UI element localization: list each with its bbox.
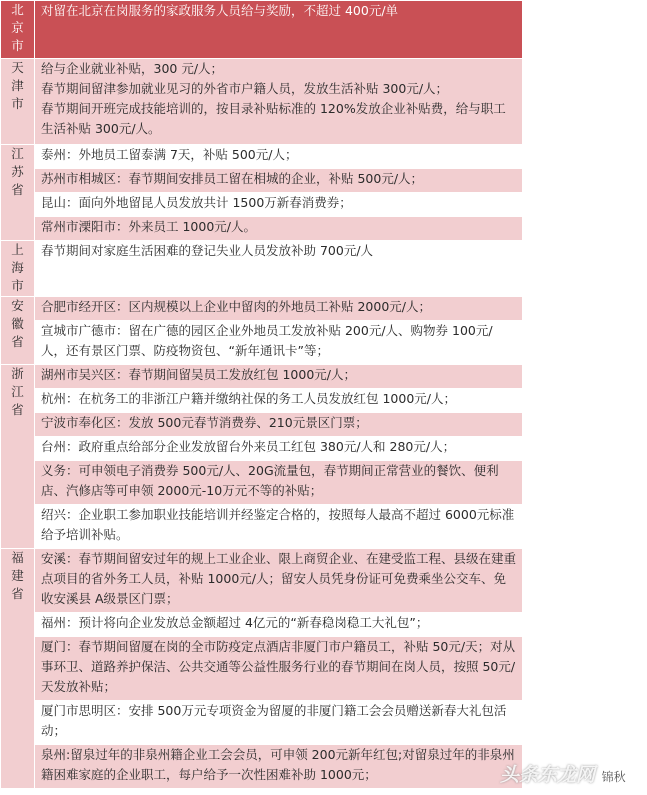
table-row xyxy=(1,613,523,637)
content-cell xyxy=(35,437,523,461)
region-label: 福建省 xyxy=(11,550,24,601)
table-row xyxy=(1,217,523,241)
policy-text: 安溪：春节期间留安过年的规上工业企业、限上商贸企业、在建受监工程、县级在建重点项目的省外务工人员，补贴 1000元/人；留安人员凭身份证可免费乘坐公交车、免收安溪县 A级景区门票； xyxy=(41,551,517,606)
watermark-text: 头条东龙网 xyxy=(500,764,596,786)
table-row-fujian xyxy=(1,549,523,613)
policy-text: 常州市溧阳市：外来员工 1000元/人。 xyxy=(41,219,256,234)
content-cell xyxy=(35,365,523,389)
region-cell-tianjin xyxy=(1,59,35,145)
region-label: 浙江省 xyxy=(11,366,24,417)
policy-text: 杭州：在杭务工的非浙江户籍并缴纳社保的务工人员发放红包 1000元/人； xyxy=(41,391,456,406)
content-cell xyxy=(35,193,523,217)
content-cell xyxy=(35,505,523,549)
policy-text: 宁波市奉化区：发放 500元春节消费券、210元景区门票； xyxy=(41,415,368,430)
region-label: 上海市 xyxy=(11,242,24,293)
region-label: 北京市 xyxy=(11,2,24,53)
table-row xyxy=(1,169,523,193)
table-row-shanghai xyxy=(1,241,523,297)
content-cell xyxy=(35,413,523,437)
region-label: 安徽省 xyxy=(11,298,24,349)
table-row-tianjin xyxy=(1,59,523,145)
table-row xyxy=(1,701,523,745)
policy-text: 厦门市思明区：安排 500万元专项资金为留厦的非厦门籍工会会员赠送新春大礼包活动； xyxy=(41,703,507,738)
content-cell xyxy=(35,59,523,145)
content-cell xyxy=(35,461,523,505)
policy-text: 福州：预计将向企业发放总金额超过 4亿元的“新春稳岗稳工大礼包”； xyxy=(41,615,429,630)
content-cell xyxy=(35,613,523,637)
content-cell xyxy=(35,241,523,297)
table-row xyxy=(1,437,523,461)
policy-text: 给与企业就业补贴，300 元/人； xyxy=(41,61,224,76)
watermark-tail: 锦秋 xyxy=(601,770,626,784)
policy-text: 昆山：面向外地留昆人员发放共计 1500万新春消费券； xyxy=(41,195,352,210)
content-cell xyxy=(35,1,523,59)
table-row-beijing xyxy=(1,1,523,59)
policy-text: 春节期间对家庭生活困难的登记失业人员发放补助 700元/人 xyxy=(41,243,374,258)
policy-text: 春节期间留津参加就业见习的外省市户籍人员，发放生活补贴 300元/人； xyxy=(41,81,449,96)
region-cell-zhejiang xyxy=(1,365,35,549)
policy-text: 厦门：春节期间留厦在岗的全市防疫定点酒店非厦门市户籍员工，补贴 50元/天；对从事环卫、道路养护保洁、公共交通等公益性服务行业的春节期间在岗人员，按照 50元/天发放补贴； xyxy=(41,639,516,694)
table-row xyxy=(1,637,523,701)
policy-text: 绍兴：企业职工参加职业技能培训并经鉴定合格的，按照每人最高不超过 6000元标准给予培训补贴。 xyxy=(41,507,515,542)
content-cell xyxy=(35,701,523,745)
policy-text: 春节期间开班完成技能培训的，按目录补贴标准的 120%发放企业补贴费，给与职工生活补贴 300元/人。 xyxy=(41,101,506,136)
policy-text: 泰州：外地员工留泰满 7天，补贴 500元/人； xyxy=(41,147,298,162)
table-row-jiangsu xyxy=(1,145,523,169)
region-cell-fujian xyxy=(1,549,35,789)
policy-text: 义务：可申领电子消费券 500元/人、20G流量包，春节期间正常营业的餐饮、便利店、汽修店等可申领 2000元-10万元不等的补贴； xyxy=(41,463,499,498)
table-row-anhui xyxy=(1,297,523,321)
table-row xyxy=(1,745,523,789)
policy-text: 泉州:留泉过年的非泉州籍企业工会会员，可申领 200元新年红包;对留泉过年的非泉州籍困难家庭的企业职工，每户给予一次性困难补助 1000元； xyxy=(41,747,515,782)
content-cell xyxy=(35,745,523,789)
table-row xyxy=(1,461,523,505)
table-row xyxy=(1,193,523,217)
content-cell xyxy=(35,321,523,365)
content-cell xyxy=(35,389,523,413)
region-label: 天津市 xyxy=(11,60,24,111)
content-cell xyxy=(35,145,523,169)
content-cell xyxy=(35,637,523,701)
region-cell-jiangsu xyxy=(1,145,35,241)
policy-text: 苏州市相城区：春节期间安排员工留在相城的企业，补贴 500元/人； xyxy=(41,171,424,186)
watermark-logo xyxy=(500,760,640,790)
region-cell-beijing xyxy=(1,1,35,59)
region-cell-shanghai xyxy=(1,241,35,297)
table-row xyxy=(1,505,523,549)
content-cell xyxy=(35,217,523,241)
policy-text: 合肥市经开区：区内规模以上企业中留肉的外地员工补贴 2000元/人； xyxy=(41,299,431,314)
region-label: 江苏省 xyxy=(11,146,24,197)
policy-text: 台州：政府重点给部分企业发放留台外来员工红包 380元/人和 280元/人； xyxy=(41,439,456,454)
region-cell-anhui xyxy=(1,297,35,365)
policy-text: 湖州市吴兴区：春节期间留吴员工发放红包 1000元/人； xyxy=(41,367,356,382)
table-row xyxy=(1,413,523,437)
table-row-zhejiang xyxy=(1,365,523,389)
table-row xyxy=(1,321,523,365)
content-cell xyxy=(35,549,523,613)
table-row xyxy=(1,389,523,413)
policy-text: 对留在北京在岗服务的家政服务人员给与奖励，不超过 400元/单 xyxy=(41,3,399,18)
content-cell xyxy=(35,297,523,321)
content-cell xyxy=(35,169,523,193)
policy-text: 宣城市广德市：留在广德的园区企业外地员工发放补贴 200元/人、购物券 100元/人，还有景区门票、防疫物资包、“新年通讯卡”等； xyxy=(41,323,493,358)
